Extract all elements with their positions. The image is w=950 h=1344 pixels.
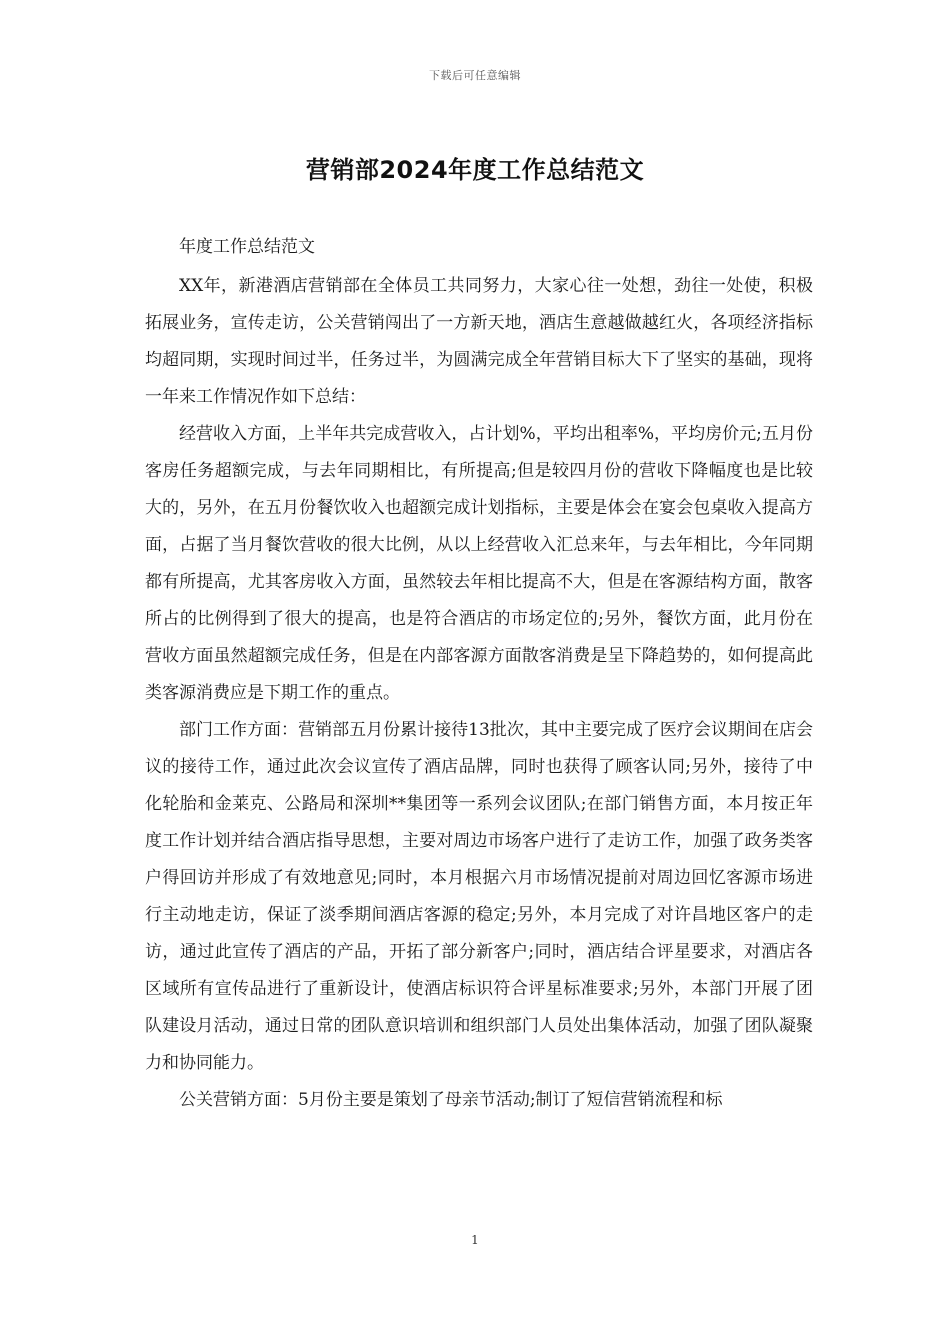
paragraph-intro: XX年，新港酒店营销部在全体员工共同努力，大家心往一处想，劲往一处使，积极拓展业务，宣传走访，公关营销闯出了一方新天地，酒店生意越做越红火，各项经济指标均超同期，实现时间过半，任务过半，为圆满完成全年营销目标大下了坚实的基础，现将一年来工作情况作如下总结： <box>145 276 813 407</box>
paragraph-revenue: 经营收入方面，上半年共完成营收入，占计划%，平均出租率%，平均房价元;五月份客房任务超额完成，与去年同期相比，有所提高;但是较四月份的营收下降幅度也是比较大的，另外，在五月份餐饮收入也超额完成计划指标，主要是体会在宴会包桌收入提高方面，占据了当月餐饮营收的很大比例，从以上经营收入汇总来年，与去年相比，今年同期都有所提高，尤其客房收入方面，虽然较去年相比提高不大，但是在客源结构方面，散客所占的比例得到了很大的提高，也是符合酒店的市场定位的;另外，餐饮方面，此月份在营收方面虽然超额完成任务，但是在内部客源方面散客消费是呈下降趋势的，如何提高此类客源消费应是下期工作的重点。 <box>145 424 813 703</box>
paragraph-pr-marketing: 公关营销方面：5月份主要是策划了母亲节活动;制订了短信营销流程和标 <box>179 1090 723 1110</box>
document-subtitle: 年度工作总结范文 <box>179 237 315 257</box>
paragraph-department-work: 部门工作方面：营销部五月份累计接待13批次，其中主要完成了医疗会议期间在店会议的接待工作，通过此次会议宣传了酒店品牌，同时也获得了顾客认同;另外，接待了中化轮胎和金莱克、公路局和深圳**集团等一系列会议团队;在部门销售方面，本月按正年度工作计划并结合酒店指导思想，主要对周边市场客户进行了走访工作，加强了政务类客户得回访并形成了有效地意见;同时，本月根据六月市场情况提前对周边回忆客源市场进行主动地走访，保证了淡季期间酒店客源的稳定;另外，本月完成了对许昌地区客户的走访，通过此宣传了酒店的产品，开拓了部分新客户;同时，酒店结合评星要求，对酒店各区域所有宣传品进行了重新设计，使酒店标识符合评星标准要求;另外，本部门开展了团队建设月活动，通过日常的团队意识培训和组织部门人员处出集体活动，加强了团队凝聚力和协同能力。 <box>145 720 813 1073</box>
page-header-note: 下载后可任意编辑 <box>429 69 521 82</box>
page-number: 1 <box>471 1233 479 1247</box>
document-title: 营销部2024年度工作总结范文 <box>305 156 645 184</box>
document-body <box>145 229 813 1119</box>
